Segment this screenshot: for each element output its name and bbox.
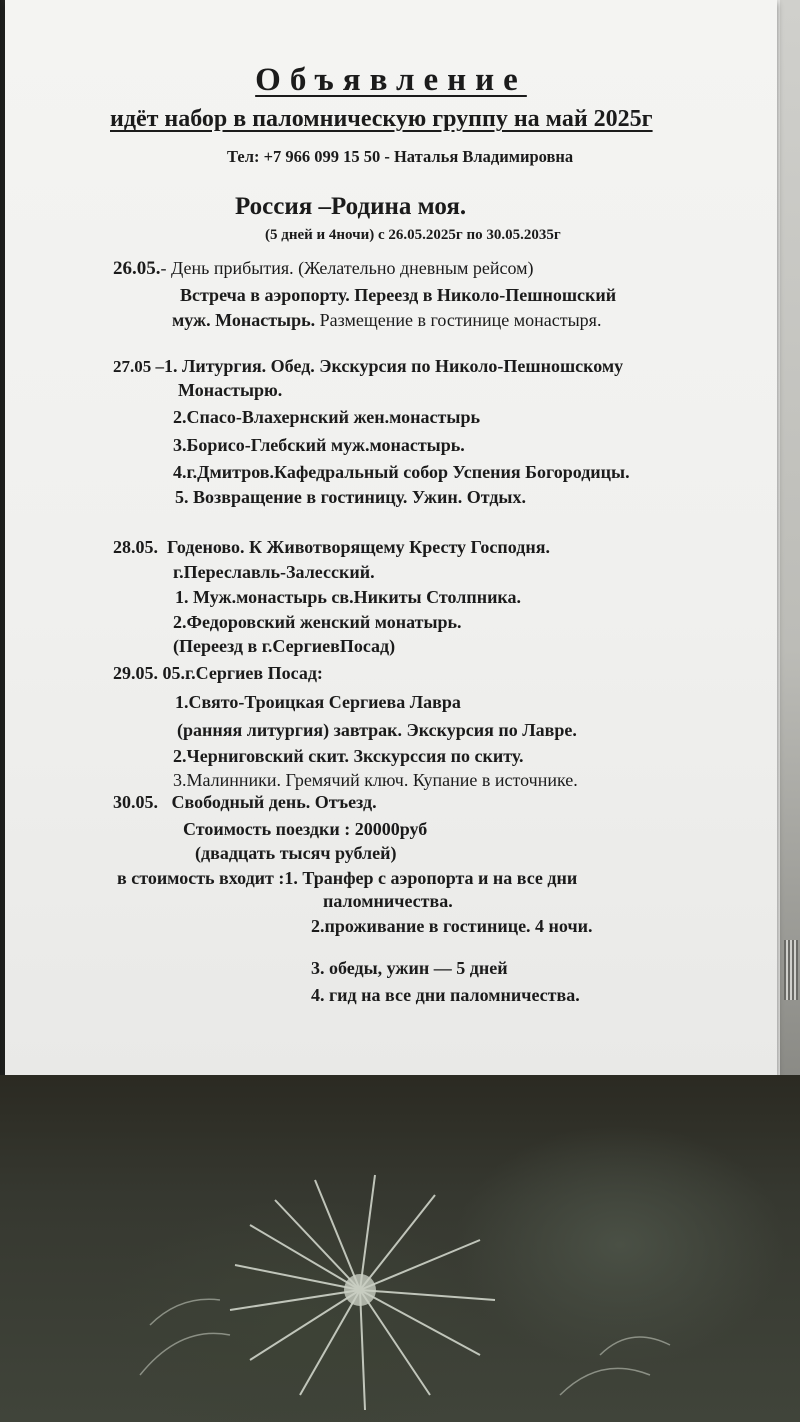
day4-line1 — [113, 663, 323, 684]
price-line: Стоимость поездки : 20000руб — [183, 819, 428, 839]
notice-subtitle: идёт набор в паломническую группу на май 2025г — [110, 106, 653, 132]
includes-label: в стоимость входит : — [117, 868, 285, 888]
day4-line4: 2.Черниговский скит. Зкскурссия по скиту. — [173, 746, 524, 766]
day3-line4: 2.Федоровский женский монатырь. — [173, 612, 462, 632]
background-edge — [780, 0, 800, 1080]
announcement-sheet — [5, 0, 777, 1075]
day1-date: 26.05. — [113, 258, 161, 279]
day3-line5: (Переезд в г.СергиевПосад) — [173, 636, 396, 656]
day5-date: 30.05. — [113, 792, 158, 812]
day3-line1 — [113, 537, 550, 558]
day1-line2: Встреча в аэропорту. Переезд в Николо-Пешношский — [180, 285, 617, 305]
day2-line5: 4.г.Дмитров.Кафедральный собор Успения Богородицы. — [173, 462, 630, 482]
day2-line3: 2.Спасо-Влахернский жен.монастырь — [173, 407, 480, 427]
day4-text1: 05.г.Сергиев Посад: — [162, 663, 323, 683]
day3-line3: 1. Муж.монастырь св.Никиты Столпника. — [175, 587, 522, 607]
day1-line3-rest: Размещение в гостинице монастыря. — [315, 310, 602, 330]
day2-date: 27.05 – — [113, 357, 164, 376]
day2-line6: 5. Возвращение в гостиницу. Ужин. Отдых. — [175, 487, 526, 507]
notice-title: Объявление — [255, 62, 527, 98]
day5-line1 — [113, 792, 377, 813]
price-words: (двадцать тысяч рублей) — [195, 843, 397, 863]
day1-line3 — [172, 310, 601, 331]
flower-pattern — [0, 1075, 800, 1422]
day2-line4: 3.Борисо-Глебский муж.монастырь. — [173, 435, 465, 455]
day4-line3: (ранняя литургия) завтрак. Экскурсия по Лавре. — [177, 720, 577, 740]
day4-line2: 1.Свято-Троицкая Сергиева Лавра — [175, 692, 461, 712]
day3-line2: г.Переславль-Залесский. — [173, 562, 375, 582]
day2-line1 — [113, 356, 623, 377]
day1-line3-bold: муж. Монастырь. — [172, 310, 316, 330]
day3-date: 28.05. — [113, 537, 158, 557]
day2-text1: 1. Литургия. Обед. Экскурсия по Николо-Пешношскому — [164, 356, 624, 376]
day2-line2: Монастырю. — [178, 380, 283, 400]
day4-date: 29.05. — [113, 663, 158, 683]
includes-item1b: паломничества. — [323, 891, 453, 911]
day4-line5: 3.Малинники. Гремячий ключ. Купание в источнике. — [173, 770, 578, 790]
includes-line1 — [117, 868, 577, 889]
tour-dates: (5 дней и 4ночи) с 26.05.2025г по 30.05.2035г — [265, 227, 561, 243]
includes-item2: 2.проживание в гостинице. 4 ночи. — [311, 916, 593, 936]
day1-line1 — [113, 258, 534, 280]
day1-text1: - День прибытия. (Желательно дневным рейсом) — [160, 258, 534, 278]
day5-text1: Свободный день. Отъезд. — [171, 792, 377, 812]
tour-heading: Россия –Родина моя. — [235, 193, 467, 220]
includes-item3: 3. обеды, ужин — 5 дней — [311, 958, 508, 978]
includes-item1a: 1. Транфер с аэропорта и на все дни — [284, 868, 578, 888]
includes-item4: 4. гид на все дни паломничества. — [311, 985, 580, 1005]
contact-phone: Тел: +7 966 099 15 50 - Наталья Владимировна — [227, 147, 574, 166]
day3-text1: Годеново. К Животворящему Кресту Господня. — [167, 537, 550, 557]
